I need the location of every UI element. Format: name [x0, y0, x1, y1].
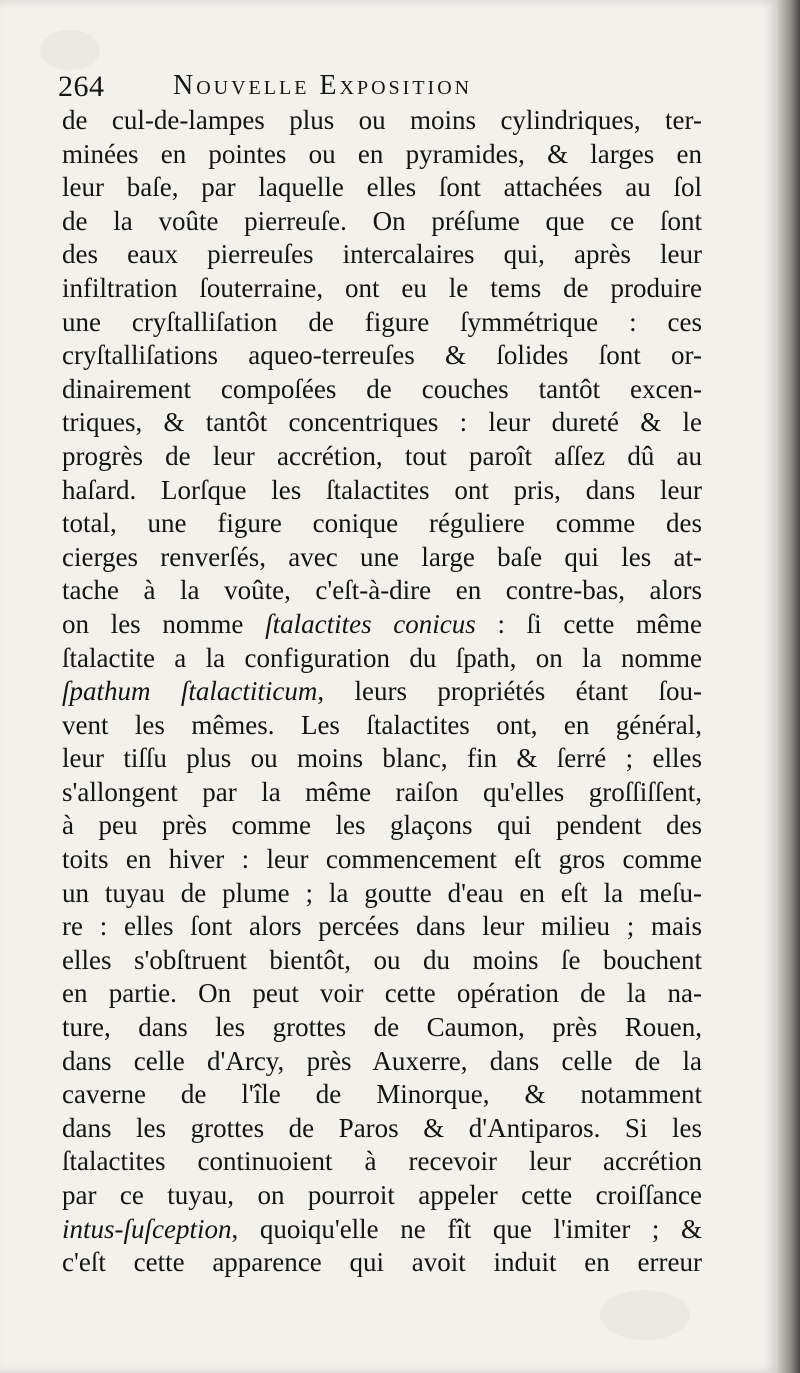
- text-line: de cul-de-lampes plus ou moins cylindriques, ter-: [62, 105, 702, 135]
- text-line: cryſtalliſations aqueo-terreuſes & ſolides ſont or-: [62, 340, 702, 371]
- text-line: infiltration ſouterraine, ont eu le tems de produire: [62, 272, 702, 303]
- page-edge: [778, 0, 800, 1373]
- text-line: à peu près comme les glaçons qui pendent des: [62, 810, 702, 841]
- text-line: elles s'obſtruent bientôt, ou du moins ſe bouchent: [62, 944, 702, 975]
- text-line: en partie. On peut voir cette opération de la na-: [62, 978, 702, 1009]
- text-line: caverne de l'île de Minorque, & notamment: [62, 1079, 702, 1110]
- text-line: total, une figure conique réguliere comme des: [62, 508, 702, 539]
- page-header: [58, 68, 718, 108]
- text-line: progrès de leur accrétion, tout paroît aſſez dû au: [62, 440, 702, 471]
- text-line: un tuyau de plume ; la goutte d'eau en eſt la meſu-: [62, 877, 702, 908]
- text-line: s'allongent par la même raiſon qu'elles groſſiſſent,: [62, 776, 702, 807]
- running-title: Nouvelle Exposition: [173, 70, 473, 101]
- text-line: intus-ſuſception, quoiqu'elle ne fît que l'imiter ; &: [62, 1213, 702, 1244]
- text-line: de la voûte pierreuſe. On préſume que ce ſont: [62, 205, 702, 236]
- text-line: c'eſt cette apparence qui avoit induit en erreur: [62, 1247, 702, 1278]
- text-line: leur baſe, par laquelle elles ſont attachées au ſol: [62, 172, 702, 203]
- paper-stain: [40, 30, 100, 70]
- body-text: [62, 104, 702, 1280]
- text-line: dinairement compoſées de couches tantôt excen-: [62, 373, 702, 404]
- text-line: par ce tuyau, on pourroit appeler cette croiſſance: [62, 1180, 702, 1210]
- text-line: tache à la voûte, c'eſt-à-dire en contre-bas, alors: [62, 575, 702, 606]
- text-line: cierges renverſés, avec une large baſe qui les at-: [62, 541, 702, 572]
- text-line: une cryſtalliſation de figure ſymmétrique : ces: [62, 306, 702, 337]
- text-line: leur tiſſu plus ou moins blanc, fin & ſerré ; elles: [62, 743, 702, 774]
- text-line: ture, dans les grottes de Caumon, près Rouen,: [62, 1012, 702, 1043]
- text-line: dans celle d'Arcy, près Auxerre, dans celle de la: [62, 1045, 702, 1076]
- text-line: haſard. Lorſque les ſtalactites ont pris, dans leur: [62, 474, 702, 505]
- text-line: ſtalactite a la configuration du ſpath, on la nomme: [62, 642, 702, 673]
- text-line: ſtalactites continuoient à recevoir leur accrétion: [62, 1146, 702, 1177]
- text-line: toits en hiver : leur commencement eſt gros comme: [62, 844, 702, 875]
- paper-stain: [600, 1290, 690, 1340]
- text-line: ſpathum ſtalactiticum, leurs propriétés étant ſou-: [62, 676, 702, 707]
- text-line: on les nomme ſtalactites conicus : ſi cette même: [62, 608, 702, 639]
- text-line: vent les mêmes. Les ſtalactites ont, en général,: [62, 709, 702, 740]
- text-line: re : elles ſont alors percées dans leur milieu ; mais: [62, 911, 702, 942]
- text-line: dans les grottes de Paros & d'Antiparos. Si les: [62, 1112, 702, 1143]
- text-line: triques, & tantôt concentriques : leur dureté & le: [62, 407, 702, 438]
- text-line: minées en pointes ou en pyramides, & larges en: [62, 138, 702, 169]
- text-line: des eaux pierreuſes intercalaires qui, après leur: [62, 239, 702, 270]
- page-number: 264: [58, 70, 105, 103]
